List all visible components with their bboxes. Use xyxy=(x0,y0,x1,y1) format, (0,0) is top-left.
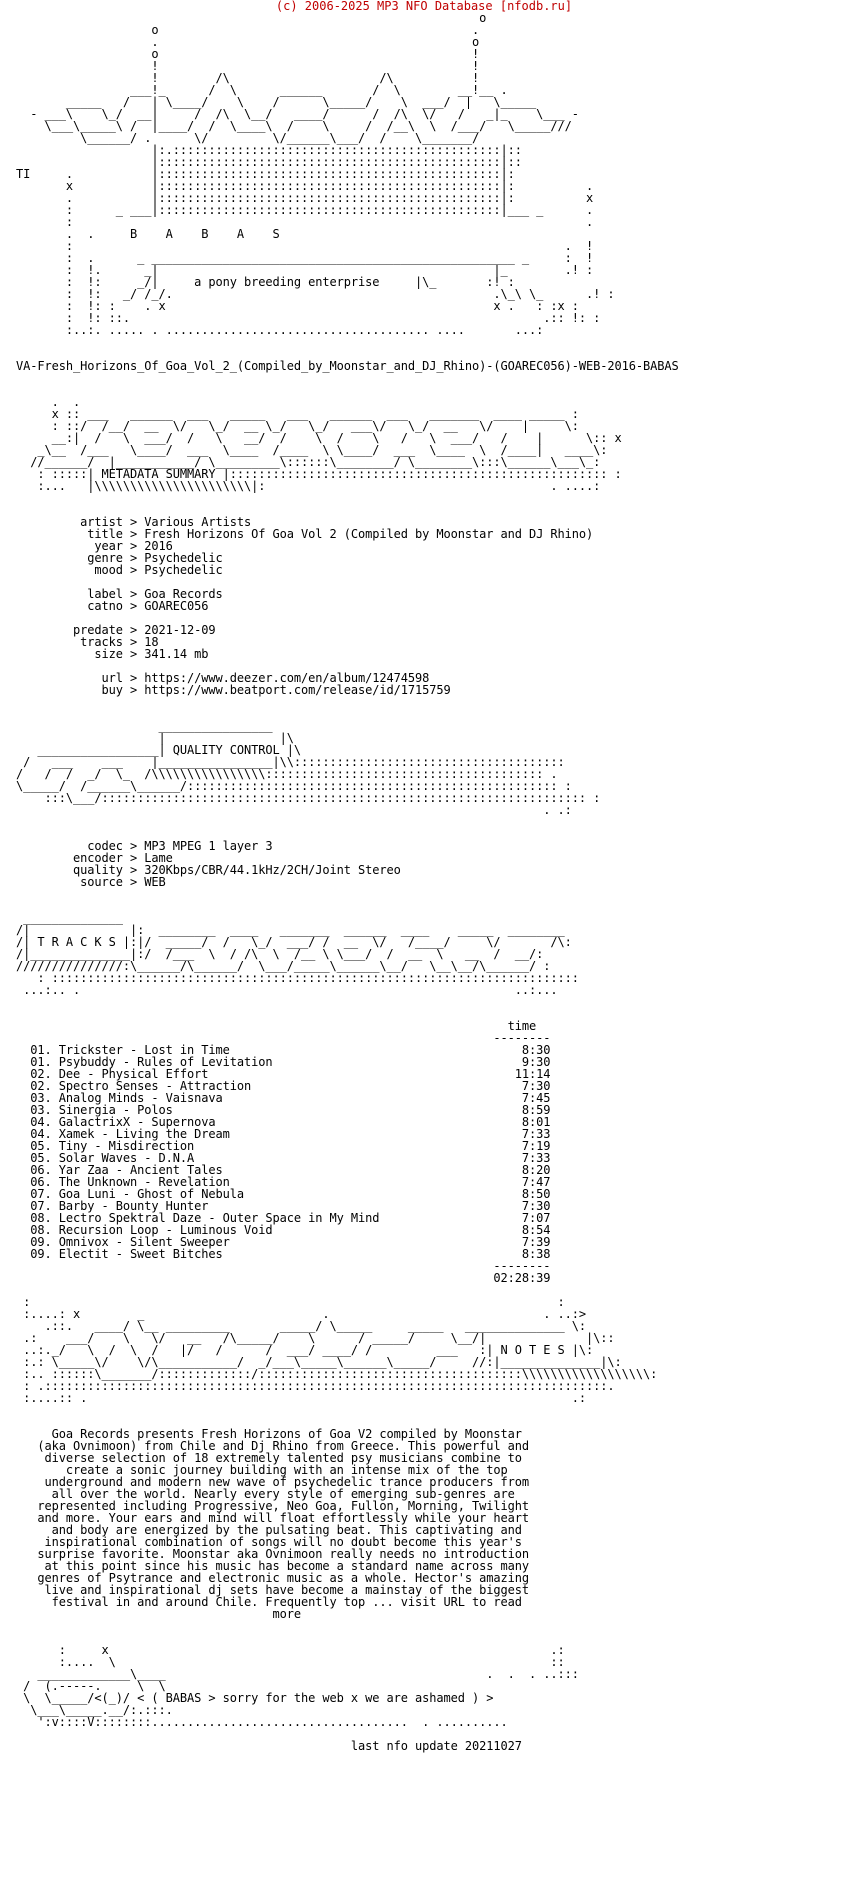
section-title-quality: QUALITY CONTROL xyxy=(172,743,280,757)
track-time: 7:39 xyxy=(521,1235,551,1249)
track-title: Electit - Sweet Bitches xyxy=(58,1247,223,1261)
track-title: GalactrixX - Supernova xyxy=(58,1115,216,1129)
track-title: Xamek - Living the Dream xyxy=(58,1127,230,1141)
track-number: 07. xyxy=(30,1199,52,1213)
notes-line: more xyxy=(272,1607,301,1621)
notes-line: genres of Psytrance and electronic music as a whole. Hector's amazing xyxy=(37,1571,529,1585)
meta-mood: Psychedelic xyxy=(144,563,223,577)
notes-line: at this point since his music has become a standard name across many xyxy=(44,1559,529,1573)
track-number: 02. xyxy=(30,1067,52,1081)
quality-codec: MP3 MPEG 1 layer 3 xyxy=(144,839,273,853)
notes-line: live and inspirational dj sets have become a mainstay of the biggest xyxy=(44,1583,529,1597)
section-title-tracks: T R A C K S xyxy=(37,935,116,949)
track-time: 8:50 xyxy=(521,1187,551,1201)
track-number: 04. xyxy=(30,1115,52,1129)
track-number: 06. xyxy=(30,1175,52,1189)
nfodb-credit: (c) 2006-2025 MP3 NFO Database [nfodb.ru] xyxy=(275,0,573,13)
track-title: Barby - Bounty Hunter xyxy=(58,1199,209,1213)
footer-message: < ( BABAS > sorry for the web x we are ashamed ) > xyxy=(137,1691,494,1705)
group-letters: B A B A S xyxy=(130,227,280,241)
notes-line: and more. Your ears and mind will float effortlessly while your heart xyxy=(37,1511,529,1525)
section-title-notes: N O T E S xyxy=(500,1343,565,1357)
track-number: 05. xyxy=(30,1151,52,1165)
notes-line: festival in and around Chile. Frequently top ... visit URL to read xyxy=(51,1595,522,1609)
track-time: 8:38 xyxy=(521,1247,551,1261)
track-time: 7:19 xyxy=(521,1139,551,1153)
track-time: 7:30 xyxy=(521,1199,551,1213)
track-title: Goa Luni - Ghost of Nebula xyxy=(58,1187,244,1201)
track-time: 8:30 xyxy=(521,1043,551,1057)
track-time: 7:30 xyxy=(521,1079,551,1093)
notes-line: Goa Records presents Fresh Horizons of Goa V2 compiled by Moonstar xyxy=(51,1427,522,1441)
track-title: Analog Minds - Vaisnava xyxy=(58,1091,223,1105)
notes-line: diverse selection of 18 extremely talented psy musicians combine to xyxy=(44,1451,522,1465)
track-time: 7:07 xyxy=(521,1211,551,1225)
meta-predate: 2021-12-09 xyxy=(144,623,216,637)
track-number: 02. xyxy=(30,1079,52,1093)
track-number: 03. xyxy=(30,1103,52,1117)
notes-line: all over the world. Nearly every style of emerging sub-genres are xyxy=(51,1487,515,1501)
release-name: VA-Fresh_Horizons_Of_Goa_Vol_2_(Compiled_by_Moonstar_and_DJ_Rhino)-(GOAREC056)-WEB-2016-BABAS xyxy=(16,359,679,373)
track-number: 03. xyxy=(30,1091,52,1105)
meta-tracks: 18 xyxy=(144,635,159,649)
nfo-ascii-document: o o . . o o ! ! ! ! /\ /\ ! ___!_ / \ ______ / \ __!__ . _____ / | \____/ \ / \_____/ \ ___/ | \_____ - ___\ \_/ __| / /\ \__/ ____/ / /\ \/ / _|_ \___ - \___\_____\ / |____/ / \____\ / \ / /__\ \ /___/ \_____/// \______/ . \/ \/______\___/ / \_______/ |:.::::::::::::::::::::::::::::::::::::::::::::::|:: |::::::::::::::::::::::::::::::::::::::::::::::::|:: TI . |::::::::::::::::::::::::::::::::::::::::::::::::|: x |::::::::::::::::::::::::::::::::::::::::::::::::|: . . |::::::::::::::::::::::::::::::::::::::::::::::::|: x : _ ___|::::::::::::::::::::::::::::::::::::::::::::::::|___ _ . : . . . B A B A S : . ! : . _ ___________________________________________________ _ : ! : !. _| |_ .! : : !: _/| a pony breeding enterprise |\_ :! : : !: _/ /_/. .\_\ \_ .! : : !: : . x x . : :x : : !: ::. .:: !: : :..:. ..... . ..................................... .... ...: VA-Fresh_Horizons_Of_Goa_Vol_2_(Compiled_by_Moonstar_and_DJ_Rhino)-(GOAREC056)-WEB-2016-BABAS . . x :: ___ ______ ___ _____ ___ ______ ___ _______ ____ _____ : : ::/ /__/ __ \/ \_/ __ \_/ \_/ ___\/ \_/ __ \/ | \: __:| / \ ___/ / \ __/ / \ / \ / \ ___/ / | \:: x _\__ /___ \____/ ___ \____ /____ \ \____/ ___ \____ \ /____| ____\: //______/ |___________/ \_________\::::::\________/ \________\:::\______\___\_: : :::::| METADATA SUMMARY |::::::::::::::::::::::::::::::::::::::::::::::::::::: : :... |\\\\\\\\\\\\\\\\\\\\\\|: . ....: artist > Various Artists title > Fresh Horizons Of Goa Vol 2 (Compiled by Moonstar and DJ Rhino) year > 2016 genre > Psychedelic mood > Psychedelic label > Goa Records catno > GOAREC056 predate > 2021-12-09 tracks > 18 size > 341.14 mb url > https://www.deezer.com/en/album/12474598 buy > https://www.beatport.com/release/id/1715759 ________________ | |\ _________________| QUALITY CONTROL |\ / ___ ___ |________________|\\:::::::::::::::::::::::::::::::::::::: / / / _/ \_ /\\\\\\\\\\\\\\\\::::::::::::::::::::::::::::::::::::::: . \_____/ /______\______/:::::::::::::::::::::::::::::::::::::::::::::::::::: : :::\___/:::::::::::::::::::::::::::::::::::::::::::::::::::::::::::::::::::: : . .: codec > MP3 MPEG 1 layer 3 encoder > Lame quality > 320Kbps/CBR/44.1kHz/2CH/Joint Stereo source > WEB ______________ /| |: ________ ____ _______ ______ ____ _____ ________ /| T R A C K S |:|/ _____/ / \_/ ___/ / __ \/ /____/ \/ /\: /|______________|:/ /___ \ / /\ \ /__ \ \___/ / __ \ __ / __/: ///////////////:\______/\______/ \___/_____\______\__/ \__\__/\______/ : : :::::::::::::::::::::::::::::::::::::::::::::::::::::::::::::::::::::::::: ...:.. . ..:... time -------- 01. Trickster - Lost in Time 8:30 01. Psybuddy - Rules of Levitation 9:30 02. Dee - Physical Effort 11:14 02. Spectro Senses - Attraction 7:30 03. Analog Minds - Vaisnava 7:45 03. Sinergia - Polos 8:59 04. GalactrixX - Supernova 8:01 04. Xamek - Living the Dream 7:33 05. Tiny - Misdirection 7:19 05. Solar Waves - D.N.A 7:33 06. Yar Zaa - Ancient Tales 8:20 06. The Unknown - Revelation 7:47 07. Goa Luni - Ghost of Nebula 8:50 07. Barby - Bounty Hunter 7:30 08. Lectro Spektral Daze - Outer Space in My Mind 7:07 08. Recursion Loop - Luminous Void 8:54 09. Omnivox - Silent Sweeper 7:39 09. Electit - Sweet Bitches 8:38 -------- 02:28:39 : : :....: x _ . . ..:> .::. ____/ \__ _________ _____/ \_____ _____ ______________ \: .: ___/ \ \/ __ /\_____/ \ / _____/ \__/| |\:: ..:._/ \ / \ / |/ / / ___/ ____/ / ___ :| N O T E S |\: :.: \_____\/ \/\___________/ _/___\_____\______\_____/ //:|______________|\: :.. ::::::\_______/:::::::::::::/:::::::::::::::::::::::::::::::::::::\\\\\\\\\\\\\\\\\\: : .:::::::::::::::::::::::::::::::::::::::::::::::::::::::::::::::::::::::::::::::. :....:: . .: Goa Records presents Fresh Horizons of Goa V2 compiled by Moonstar (aka Ovnimoon) from Chile and Dj Rhino from Greece. This powerful and diverse selection of 18 extremely talented psy musicians combine to create a sonic journey building with an intense mix of the top underground and modern new wave of psychedelic trance producers from all over the world. Nearly every style of emerging sub-genres are represented including Progressive, Neo Goa, Fullon, Morning, Twilight and more. Your ears and mind will float effortlessly while your heart and body are energized by the pulsating beat. This captivating and inspirational combination of songs will no doubt become this year's surprise favorite. Moonstar aka Ovnimoon really needs no introduction at this point since his music has become a standard name across many genres of Psytrance and electronic music as a whole. Hector's amazing live and inspirational dj sets have become a mainstay of the biggest festival in and around Chile. Frequently top ... visit URL to read more : x .: :.... \ :: _____________\____ . . . ..::: / (.-----. \ \ \ \_____/<(_)/ < ( BABAS > sorry for the web x we are ashamed ) > \___\_____.__/:.:::. ':v::::V::::::::.................................... . .......... last nfo update 20211027 xyxy=(16,11,679,1753)
track-number: 09. xyxy=(30,1235,52,1249)
notes-line: underground and modern new wave of psychedelic trance producers from xyxy=(44,1475,529,1489)
meta-buy: https://www.beatport.com/release/id/1715759 xyxy=(144,683,451,697)
track-time: 8:01 xyxy=(521,1115,551,1129)
track-title: The Unknown - Revelation xyxy=(58,1175,230,1189)
track-number: 01. xyxy=(30,1043,52,1057)
track-number: 06. xyxy=(30,1163,52,1177)
meta-genre: Psychedelic xyxy=(144,551,223,565)
meta-artist: Various Artists xyxy=(144,515,252,529)
meta-url: https://www.deezer.com/en/album/12474598 xyxy=(144,671,430,685)
time-header: time xyxy=(507,1019,537,1033)
track-title: Recursion Loop - Luminous Void xyxy=(58,1223,273,1237)
meta-title: Fresh Horizons Of Goa Vol 2 (Compiled by Moonstar and DJ Rhino) xyxy=(144,527,594,541)
track-time: 8:59 xyxy=(521,1103,551,1117)
notes-line: (aka Ovnimoon) from Chile and Dj Rhino from Greece. This powerful and xyxy=(37,1439,529,1453)
track-title: Spectro Senses - Attraction xyxy=(58,1079,252,1093)
tagline: a pony breeding enterprise xyxy=(194,275,380,289)
track-time: 7:45 xyxy=(521,1091,551,1105)
section-title-metadata: METADATA SUMMARY xyxy=(101,467,216,481)
total-time: 02:28:39 xyxy=(493,1271,551,1285)
track-number: 04. xyxy=(30,1127,52,1141)
notes-line: inspirational combination of songs will no doubt become this year's xyxy=(44,1535,522,1549)
track-number: 08. xyxy=(30,1211,52,1225)
track-title: Lectro Spektral Daze - Outer Space in My Mind xyxy=(58,1211,380,1225)
quality-source: WEB xyxy=(144,875,166,889)
meta-catno: GOAREC056 xyxy=(144,599,209,613)
track-time: 7:47 xyxy=(521,1175,551,1189)
track-number: 07. xyxy=(30,1187,52,1201)
notes-line: and body are energized by the pulsating beat. This captivating and xyxy=(51,1523,522,1537)
track-number: 01. xyxy=(30,1055,52,1069)
notes-line: create a sonic journey building with an intense mix of the top xyxy=(65,1463,508,1477)
track-title: Omnivox - Silent Sweeper xyxy=(58,1235,230,1249)
track-number: 08. xyxy=(30,1223,52,1237)
track-number: 09. xyxy=(30,1247,52,1261)
track-title: Dee - Physical Effort xyxy=(58,1067,209,1081)
track-time: 7:33 xyxy=(521,1151,551,1165)
meta-label: Goa Records xyxy=(144,587,223,601)
track-title: Sinergia - Polos xyxy=(58,1103,173,1117)
track-title: Psybuddy - Rules of Levitation xyxy=(58,1055,273,1069)
last-update: last nfo update 20211027 xyxy=(350,1739,522,1753)
notes-line: surprise favorite. Moonstar aka Ovnimoon really needs no introduction xyxy=(37,1547,529,1561)
meta-size: 341.14 mb xyxy=(144,647,209,661)
track-time: 9:30 xyxy=(521,1055,551,1069)
quality-quality: 320Kbps/CBR/44.1kHz/2CH/Joint Stereo xyxy=(144,863,401,877)
meta-year: 2016 xyxy=(144,539,173,553)
notes-line: represented including Progressive, Neo Goa, Fullon, Morning, Twilight xyxy=(37,1499,529,1513)
track-time: 11:14 xyxy=(514,1067,551,1081)
track-time: 8:54 xyxy=(521,1223,551,1237)
track-title: Yar Zaa - Ancient Tales xyxy=(58,1163,223,1177)
track-time: 7:33 xyxy=(521,1127,551,1141)
track-title: Tiny - Misdirection xyxy=(58,1139,195,1153)
track-number: 05. xyxy=(30,1139,52,1153)
quality-encoder: Lame xyxy=(144,851,173,865)
track-title: Trickster - Lost in Time xyxy=(58,1043,230,1057)
track-title: Solar Waves - D.N.A xyxy=(58,1151,195,1165)
track-time: 8:20 xyxy=(521,1163,551,1177)
